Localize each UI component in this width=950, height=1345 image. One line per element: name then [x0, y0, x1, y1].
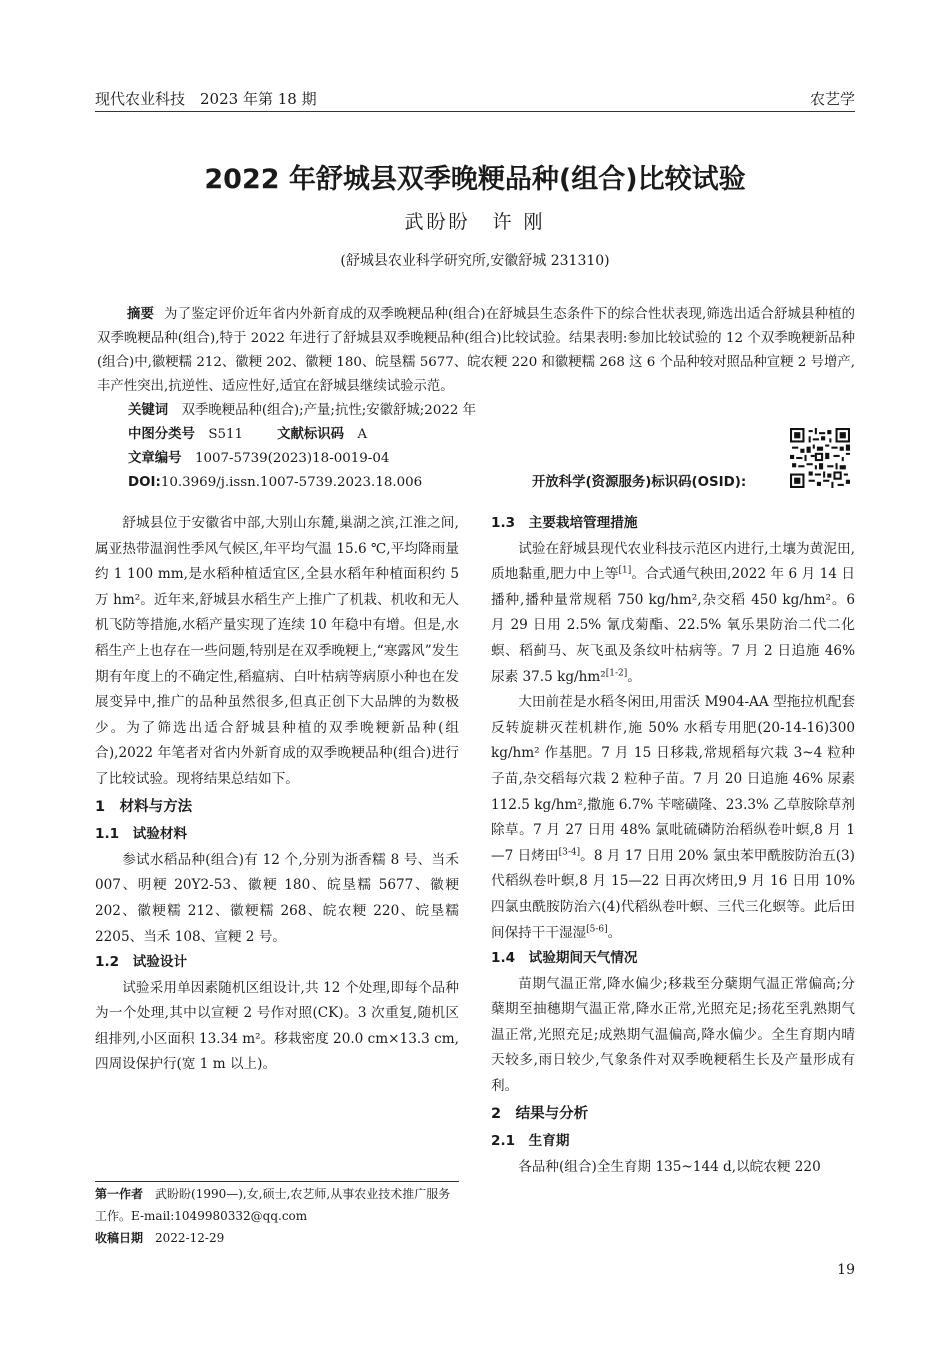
abstract	[97, 303, 855, 399]
p13-part-a: 试验在舒城县现代农业科技示范区内进行,土壤为黄泥田,质地黏重,肥力中上等	[491, 540, 855, 583]
keywords-label: 关键词	[128, 403, 169, 418]
section-1-1-heading: 1.1 试验材料	[95, 826, 188, 843]
page-number: 19	[837, 1262, 855, 1278]
p14-part-a: 大田前茬是水稻冬闲田,用雷沃 M904-AA 型拖拉机配套反转旋耕灭茬机耕作,施 50% 水稻专用肥(20-14-16)300 kg/hm² 作基肥。7 月 15 日移栽,常规稻每穴栽 3~4 粒种子苗,杂交稻每穴栽 2 粒种子苗。7 月 20 日追施 46% 尿素 112.5 kg/hm²,撒施 6.7% 苄嘧磺隆、23.3% 乙草胺除草剂除草。7 月 27 日用 48% 氯吡硫磷防治稻纵卷叶螟,8 月 1—7 日烤田	[491, 694, 855, 864]
section-1-1-paragraph: 参试水稻品种(组合)有 12 个,分别为浙香糯 8 号、当禾 007、明粳 20Y2-53、徽粳 180、皖垦糯 5677、徽粳 202、徽粳糯 212、徽粳糯 268、皖农粳 220、皖垦糯 2205、当禾 108、宣粳 2 号。	[95, 851, 459, 945]
authors: 武盼盼 许 刚	[404, 211, 546, 233]
footnote	[95, 1183, 459, 1249]
author-note-text: 武盼盼(1990—),女,硕士,农艺师,从事农业技术推广服务工作。E-mail:1049980332@qq.com	[95, 1187, 451, 1223]
doi	[128, 471, 422, 495]
author-note	[95, 1183, 459, 1227]
abstract-text: 为了鉴定评价近年省内外新育成的双季晚粳品种(组合)在舒城县生态条件下的综合性状表现,筛选出适合舒城县种植的双季晚粳品种(组合),特于 2022 年进行了舒城县双季晚粳品种(组合)比较试验。结果表明:参加比较试验的 12 个双季晚粳新品种(组合)中,徽粳糯 212、徽粳 202、徽粳 180、皖垦糯 5677、皖农粳 220 和徽粳糯 268 这 6 个品种较对照品种宣粳 2 号增产,丰产性突出,抗逆性、适应性好,适宜在舒城县继续试验示范。	[97, 307, 856, 394]
classification	[128, 423, 367, 447]
section-1-3-paragraph-2	[491, 690, 855, 946]
osid-label: 开放科学(资源服务)标识码(OSID):	[532, 475, 747, 490]
section-1-3-paragraph	[491, 537, 855, 691]
author-note-label: 第一作者	[95, 1187, 144, 1201]
keywords-text: 双季晚粳品种(组合);产量;抗性;安徽舒城;2022 年	[181, 403, 477, 418]
section-1-3-heading: 1.3 主要栽培管理措施	[491, 515, 638, 531]
section-1-2-heading: 1.2 试验设计	[95, 954, 188, 971]
article-title: 2022 年舒城县双季晚粳品种(组合)比较试验	[204, 164, 746, 195]
received-date	[95, 1227, 459, 1249]
citation-ref: [5-6]	[586, 923, 608, 934]
header-rule	[95, 111, 855, 112]
section-2-heading: 2 结果与分析	[491, 1105, 589, 1122]
section-2-1-paragraph: 各品种(组合)全生育期 135~144 d,以皖农粳 220	[518, 1158, 821, 1175]
doc-code-value: A	[357, 427, 368, 442]
p13-part-c: 。	[627, 668, 641, 685]
right-column	[491, 511, 855, 1180]
osid-qr-code	[790, 428, 850, 488]
clc-label: 中图分类号	[128, 427, 195, 442]
clc-value: S511	[208, 427, 244, 442]
section-1-4-heading: 1.4 试验期间天气情况	[491, 950, 638, 967]
article-number	[128, 447, 389, 471]
keywords	[128, 399, 476, 423]
p14-part-c: 。	[607, 924, 622, 941]
section-1-4-paragraph: 苗期气温正常,降水偏少;移栽至分蘖期气温正常偏高;分蘖期至抽穗期气温正常,降水正常,光照充足;扬花至乳熟期气温正常,光照充足;成熟期气温偏高,降水偏少。全生育期内晴天较多,雨日较少,气象条件对双季晚粳稻生长及产量形成有利。	[491, 975, 855, 1095]
doc-code-label: 文献标识码	[277, 427, 345, 442]
p14-part-b: 。8 月 17 日用 20% 氯虫苯甲酰胺防治五(3)代稻纵卷叶螟,8 月 15—22 日再次烤田,9 月 16 日用 10% 四氯虫酰胺防治六(4)代稻纵卷叶螟、三代三化螟等。此后田间保持干干湿湿	[491, 847, 855, 941]
article-number-label: 文章编号	[128, 451, 182, 466]
footnote-rule	[95, 1181, 459, 1182]
section-header: 农艺学	[809, 90, 855, 108]
section-1-heading: 1 材料与方法	[95, 798, 193, 815]
doi-value: 10.3969/j.issn.1007-5739.2023.18.006	[160, 475, 423, 490]
left-column	[95, 511, 459, 1078]
citation-ref: [1]	[618, 565, 632, 576]
citation-ref: [1-2]	[605, 668, 628, 679]
doi-label: DOI:	[128, 475, 161, 490]
citation-ref: [3-4]	[558, 847, 581, 858]
journal-header: 现代农业科技 2023 年第 18 期	[95, 90, 317, 108]
section-1-2-paragraph: 试验采用单因素随机区组设计,共 12 个处理,即每个品种为一个处理,其中以宣粳 2 号作对照(CK)。3 次重复,随机区组排列,小区面积 13.34 m²。移栽密度 20.0 cm×13.3 cm,四周设保护行(宽 1 m 以上)。	[95, 979, 459, 1073]
section-2-1-heading: 2.1 生育期	[491, 1133, 570, 1150]
affiliation: (舒城县农业科学研究所,安徽舒城 231310)	[340, 253, 610, 269]
article-number-value: 1007-5739(2023)18-0019-04	[194, 451, 390, 466]
abstract-label: 摘要	[127, 307, 155, 322]
intro-paragraph: 舒城县位于安徽省中部,大别山东麓,巢湖之滨,江淮之间,属亚热带温润性季风气候区,年平均气温 15.6 ℃,平均降雨量约 1 100 mm,是水稻种植适宜区,全县水稻年种植面积约 5 万 hm²。近年来,舒城县水稻生产上推广了机栽、机收和无人机飞防等措施,水稻产量实现了连续 10 年稳中有增。但是,水稻生产上也存在一些问题,特别是在双季晚粳上,“寒露风”发生期有年度上的不确定性,稻瘟病、白叶枯病等病原小种也在发展变异中,推广的品种虽然很多,但真正创下大品牌的为数极少。为了筛选出适合舒城县种植的双季晚粳新品种(组合),2022 年笔者对省内外新育成的双季晚粳品种(组合)进行了比较试验。现将结果总结如下。	[95, 515, 459, 787]
received-value: 2022-12-29	[155, 1231, 225, 1245]
received-label: 收稿日期	[95, 1231, 144, 1245]
p13-part-b: 。合式通气秧田,2022 年 6 月 14 日播种,播种量常规稻 750 kg/hm²,杂交稻 450 kg/hm²。6 月 29 日用 2.5% 氰戊菊酯、22.5% 氧乐果防治二代二化螟、稻蓟马、灰飞虱及条纹叶枯病等。7 月 2 日追施 46% 尿素 37.5 kg/hm²	[491, 566, 856, 685]
